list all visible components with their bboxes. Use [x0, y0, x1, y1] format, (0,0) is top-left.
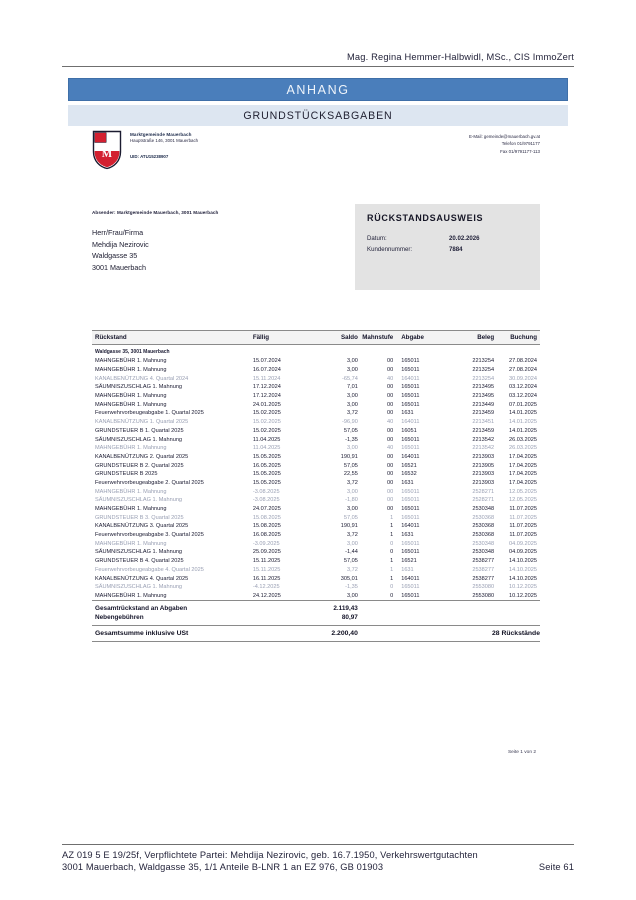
column-header-saldo: Saldo — [310, 331, 357, 345]
cell-mahnstufe: 1 — [390, 566, 394, 573]
cell-beleg: 2213254 — [472, 375, 495, 382]
letter-page-marker: Seite 1 von 2 — [507, 750, 536, 756]
cell-mahnstufe: 0 — [390, 549, 394, 556]
table-row — [92, 427, 540, 436]
summary-arrears-value: 2.119,43 — [310, 601, 357, 614]
cell-abgabe: 16051 — [401, 427, 417, 434]
table-row — [92, 539, 540, 548]
cell-faellig: -3.08.2025 — [252, 497, 280, 504]
cell-buchung: 03.12.2024 — [509, 393, 537, 400]
table-row — [92, 574, 540, 583]
cell-rueckstand: KANALBENÜTZUNG 2. Quartal 2025 — [95, 453, 189, 460]
cell-saldo: -1,44 — [345, 549, 358, 556]
municipal-crest-icon — [92, 130, 122, 170]
cell-mahnstufe: 0 — [390, 584, 394, 591]
cell-buchung: 04.09.2025 — [509, 549, 537, 556]
cell-rueckstand: MAHNGEBÜHR 1. Mahnung — [95, 393, 167, 400]
cell-saldo: -1,35 — [345, 584, 358, 591]
cell-mahnstufe: 1 — [390, 532, 394, 539]
footer-property-line — [62, 860, 574, 872]
cell-faellig: -3.08.2025 — [252, 488, 280, 495]
letterhead-contact-block — [469, 130, 540, 155]
arrears-table — [92, 330, 540, 642]
cell-buchung: 27.08.2024 — [509, 358, 537, 365]
column-header-abgabe: Abgabe — [401, 331, 453, 345]
cell-rueckstand: KANALBENÜTZUNG 3. Quartal 2025 — [95, 523, 189, 530]
letterhead-email: E-Mail: gemeinde@mauerbach.gv.at — [469, 134, 540, 139]
cell-abgabe: 164011 — [401, 453, 420, 460]
summary-row-arrears — [92, 601, 540, 614]
cell-mahnstufe: 00 — [386, 436, 394, 443]
cell-buchung: 11.07.2025 — [509, 523, 537, 530]
recipient-street: Waldgasse 35 — [92, 251, 138, 261]
column-header-beleg: Beleg — [453, 331, 494, 345]
table-row — [92, 392, 540, 401]
cell-abgabe: 165011 — [401, 514, 420, 521]
cell-rueckstand: MAHNGEBÜHR 1. Mahnung — [95, 367, 167, 374]
summary-total-label: Gesamtsumme inklusive USt — [92, 626, 253, 642]
svg-text:M: M — [101, 148, 113, 160]
cell-abgabe: 165011 — [401, 445, 420, 452]
cell-beleg: 2213495 — [472, 384, 495, 391]
cell-faellig: 11.04.2025 — [252, 436, 281, 443]
cell-saldo: 57,05 — [343, 558, 358, 565]
section-band-subtitle-label: GRUNDSTÜCKSABGABEN — [243, 109, 393, 122]
cell-saldo: 190,91 — [340, 453, 358, 460]
cell-buchung: 10.12.2025 — [509, 592, 537, 599]
cell-beleg: 2530348 — [472, 549, 495, 556]
cell-faellig: 16.07.2024 — [252, 367, 281, 374]
cell-beleg: 2213459 — [472, 427, 495, 434]
statement-date-value: 20.02.2026 — [449, 235, 480, 242]
cell-rueckstand: Feuerwehrvorbeugeabgabe 1. Quartal 2025 — [95, 410, 204, 417]
cell-rueckstand: MAHNGEBÜHR 1. Mahnung — [95, 592, 167, 599]
table-row — [92, 522, 540, 531]
table-header-row — [92, 331, 540, 345]
cell-saldo: 57,05 — [343, 462, 358, 469]
footer-property-text: 3001 Mauerbach, Waldgasse 35, 1/1 Anteile B-LNR 1 an EZ 976, GB 01903 — [62, 862, 384, 872]
section-band-anhang — [68, 78, 568, 101]
cell-abgabe: 165011 — [401, 488, 420, 495]
letterhead-address: Hauptstraße 146, 3001 Mauerbach — [130, 138, 199, 144]
statement-title: RÜCKSTANDSAUSWEIS — [367, 213, 484, 223]
cell-buchung: 14.10.2025 — [509, 558, 537, 565]
cell-saldo: 3,00 — [346, 488, 358, 495]
letterhead — [92, 130, 540, 178]
cell-buchung: 14.01.2025 — [509, 410, 537, 417]
cell-buchung: 17.04.2025 — [509, 453, 537, 460]
cell-buchung: 12.05.2025 — [509, 488, 537, 495]
table-row — [92, 374, 540, 383]
summary-total-value: 2.200,40 — [310, 626, 357, 642]
cell-rueckstand: GRUNDSTEUER B 2025 — [95, 471, 158, 478]
table-row — [92, 409, 540, 418]
cell-mahnstufe: 00 — [386, 367, 394, 374]
cell-buchung: 26.03.2025 — [509, 436, 537, 443]
summary-fees-label: Nebengebühren — [95, 614, 144, 622]
report-footer — [62, 844, 574, 872]
cell-mahnstufe: 00 — [386, 384, 394, 391]
appraiser-name: Mag. Regina Hemmer-Halbwidl, MSc., CIS ImmoZert — [347, 52, 574, 62]
cell-saldo: 3,00 — [346, 358, 358, 365]
cell-faellig: 15.05.2025 — [252, 471, 281, 478]
sender-line: Absender: Marktgemeinde Mauerbach, 3001 Mauerbach — [92, 210, 219, 215]
summary-fees-value: 80,97 — [341, 614, 358, 622]
arrears-table-foot — [92, 601, 540, 642]
cell-faellig: -3.09.2025 — [252, 540, 280, 547]
cell-abgabe: 1631 — [401, 410, 414, 417]
cell-saldo: 57,05 — [343, 427, 358, 434]
cell-beleg: 2213459 — [472, 410, 495, 417]
cell-buchung: 04.09.2025 — [509, 540, 537, 547]
table-row — [92, 366, 540, 375]
cell-beleg: 2530348 — [472, 540, 495, 547]
cell-rueckstand: GRUNDSTEUER B 1. Quartal 2025 — [95, 427, 184, 434]
cell-buchung: 17.04.2025 — [509, 462, 537, 469]
cell-saldo: -96,90 — [341, 419, 358, 426]
summary-count: 28 Rückstände — [453, 626, 540, 642]
cell-rueckstand: Feuerwehrvorbeugeabgabe 2. Quartal 2025 — [95, 479, 204, 486]
cell-abgabe: 165011 — [401, 384, 420, 391]
table-row — [92, 531, 540, 540]
table-row — [92, 444, 540, 453]
cell-mahnstufe: 00 — [386, 393, 394, 400]
recipient-salutation: Herr/Frau/Firma — [92, 228, 144, 237]
cell-faellig: 16.08.2025 — [252, 532, 281, 539]
cell-abgabe: 165011 — [401, 393, 420, 400]
cell-beleg: 2213449 — [472, 401, 495, 408]
cell-mahnstufe: 00 — [386, 479, 394, 486]
summary-arrears-label: Gesamtrückstand an Abgaben — [92, 601, 253, 614]
table-row — [92, 461, 540, 470]
cell-faellig: 16.05.2025 — [252, 462, 281, 469]
table-row — [92, 479, 540, 488]
cell-saldo: -1,80 — [345, 497, 358, 504]
cell-buchung: 14.10.2025 — [509, 566, 537, 573]
table-row — [92, 505, 540, 514]
cell-saldo: 3,72 — [346, 479, 358, 486]
cell-mahnstufe: 00 — [386, 462, 394, 469]
cell-rueckstand: KANALBENÜTZUNG 1. Quartal 2025 — [95, 419, 189, 426]
cell-beleg: 2213542 — [472, 436, 495, 443]
cell-faellig: 15.02.2025 — [252, 410, 281, 417]
table-row — [92, 400, 540, 409]
cell-mahnstufe: 1 — [390, 575, 394, 582]
cell-buchung: 14.01.2025 — [509, 427, 537, 434]
cell-rueckstand: Feuerwehrvorbeugeabgabe 4. Quartal 2025 — [95, 566, 204, 573]
cell-mahnstufe: 00 — [386, 453, 394, 460]
cell-buchung: 27.08.2024 — [509, 367, 537, 374]
statement-date-row — [367, 234, 528, 245]
table-row — [92, 592, 540, 601]
letterhead-org-block — [130, 130, 461, 159]
footer-case-line: AZ 019 5 E 19/25f, Verpflichtete Partei: Mehdija Nezirovic, geb. 16.7.1950, Verkehrswertgutachten — [62, 850, 478, 860]
cell-beleg: 2213254 — [472, 367, 495, 374]
cell-buchung: 03.12.2024 — [509, 384, 537, 391]
cell-faellig: 15.08.2025 — [252, 514, 281, 521]
cell-faellig: 24.07.2025 — [252, 506, 281, 513]
cell-rueckstand: MAHNGEBÜHR 1. Mahnung — [95, 506, 167, 513]
cell-abgabe: 16532 — [401, 471, 417, 478]
cell-faellig: 15.05.2025 — [252, 479, 281, 486]
table-row — [92, 557, 540, 566]
cell-abgabe: 1631 — [401, 566, 414, 573]
statement-date-label: Datum: — [367, 235, 387, 242]
cell-faellig: 17.12.2024 — [252, 393, 281, 400]
cell-beleg: 2213254 — [472, 358, 495, 365]
cell-beleg: 2213905 — [472, 462, 495, 469]
section-band-subtitle — [68, 105, 568, 126]
cell-buchung: 10.12.2025 — [509, 584, 537, 591]
cell-abgabe: 165011 — [401, 506, 420, 513]
cell-mahnstufe: 00 — [386, 401, 394, 408]
table-row — [92, 487, 540, 496]
address-zone — [92, 210, 540, 306]
letterhead-phone: Telefon 01/9791177 — [501, 141, 540, 147]
cell-mahnstufe: 40 — [386, 375, 394, 382]
table-row — [92, 435, 540, 444]
cell-abgabe: 165011 — [401, 584, 420, 591]
cell-saldo: 3,00 — [346, 592, 358, 599]
cell-mahnstufe: 00 — [386, 471, 394, 478]
column-header-mahnstufe: Mahnstufe — [358, 331, 401, 345]
column-header-buchung: Buchung — [494, 331, 540, 345]
cell-abgabe: 165011 — [401, 436, 420, 443]
table-row — [92, 513, 540, 522]
table-row — [92, 470, 540, 479]
cell-saldo: 3,00 — [346, 367, 358, 374]
cell-saldo: -1,35 — [345, 436, 358, 443]
cell-faellig: 25.09.2025 — [252, 549, 281, 556]
cell-abgabe: 16521 — [401, 558, 417, 565]
recipient-name: Mehdija Nezirovic — [92, 239, 149, 249]
cell-abgabe: 16521 — [401, 462, 417, 469]
cell-abgabe: 165011 — [401, 540, 420, 547]
table-row — [92, 418, 540, 427]
cell-abgabe: 164011 — [401, 523, 420, 530]
cell-abgabe: 165011 — [401, 401, 420, 408]
table-row — [92, 496, 540, 505]
cell-saldo: 3,00 — [346, 393, 358, 400]
table-row — [92, 566, 540, 575]
cell-mahnstufe: 0 — [390, 592, 394, 599]
cell-buchung: 11.07.2025 — [509, 532, 537, 539]
cell-rueckstand: MAHNGEBÜHR 1. Mahnung — [95, 488, 167, 495]
cell-saldo: -65,74 — [341, 375, 358, 382]
cell-abgabe: 165011 — [401, 549, 420, 556]
cell-rueckstand: SÄUMNISZUSCHLAG 1. Mahnung — [95, 584, 183, 591]
cell-beleg: 2553080 — [472, 584, 495, 591]
cell-mahnstufe: 0 — [390, 540, 394, 547]
cell-mahnstufe: 00 — [386, 488, 394, 495]
cell-faellig: 17.12.2024 — [252, 384, 281, 391]
cell-abgabe: 165011 — [401, 592, 420, 599]
cell-beleg: 2213903 — [472, 479, 495, 486]
cell-saldo: 190,91 — [340, 523, 358, 530]
table-group-row — [92, 345, 540, 358]
cell-saldo: 7,01 — [346, 384, 358, 391]
cell-faellig: 24.01.2025 — [252, 401, 281, 408]
summary-row-total — [92, 626, 540, 642]
cell-abgabe: 165011 — [401, 497, 420, 504]
cell-mahnstufe: 00 — [386, 358, 394, 365]
cell-buchung: 17.04.2025 — [509, 471, 537, 478]
column-header-rueckstand: Rückstand — [92, 331, 253, 345]
cell-saldo: 3,72 — [346, 566, 358, 573]
cell-beleg: 2213903 — [472, 453, 495, 460]
cell-saldo: 3,00 — [346, 401, 358, 408]
cell-saldo: 3,72 — [346, 532, 358, 539]
cell-mahnstufe: 40 — [386, 445, 394, 452]
cell-beleg: 2530368 — [472, 514, 495, 521]
cell-beleg: 2528271 — [472, 497, 495, 504]
table-row — [92, 548, 540, 557]
table-row — [92, 357, 540, 366]
arrears-table-wrapper — [92, 330, 540, 755]
cell-mahnstufe: 1 — [390, 523, 394, 530]
column-header-faellig: Fällig — [253, 331, 311, 345]
cell-beleg: 2528271 — [472, 488, 495, 495]
cell-beleg: 2213903 — [472, 471, 495, 478]
cell-beleg: 2538277 — [472, 575, 495, 582]
cell-rueckstand: MAHNGEBÜHR 1. Mahnung — [95, 358, 167, 365]
cell-buchung: 14.10.2025 — [509, 575, 537, 582]
cell-beleg: 2530368 — [472, 532, 495, 539]
table-row — [92, 453, 540, 462]
cell-abgabe: 1631 — [401, 479, 414, 486]
cell-faellig: 16.11.2025 — [252, 575, 281, 582]
cell-mahnstufe: 1 — [390, 514, 394, 521]
cell-faellig: 15.08.2025 — [252, 523, 281, 530]
cell-beleg: 2538277 — [472, 566, 495, 573]
cell-rueckstand: SÄUMNISZUSCHLAG 1. Mahnung — [95, 384, 183, 391]
table-row — [92, 583, 540, 592]
cell-faellig: 15.05.2025 — [252, 453, 281, 460]
cell-rueckstand: GRUNDSTEUER B 3. Quartal 2025 — [95, 514, 184, 521]
table-row — [92, 383, 540, 392]
cell-saldo: 57,05 — [343, 514, 358, 521]
cell-saldo: 3,00 — [346, 506, 358, 513]
cell-rueckstand: SÄUMNISZUSCHLAG 1. Mahnung — [95, 497, 183, 504]
statement-info-box — [355, 204, 540, 290]
cell-faellig: 15.11.2024 — [252, 375, 281, 382]
cell-buchung: 14.01.2025 — [509, 419, 537, 426]
cell-abgabe: 165011 — [401, 358, 420, 365]
cell-mahnstufe: 00 — [386, 427, 394, 434]
cell-faellig: 24.12.2025 — [252, 592, 281, 599]
cell-mahnstufe: 40 — [386, 419, 394, 426]
cell-abgabe: 165011 — [401, 367, 420, 374]
cell-rueckstand: SÄUMNISZUSCHLAG 1. Mahnung — [95, 549, 183, 556]
footer-page-number: Seite 61 — [538, 862, 574, 872]
cell-mahnstufe: 00 — [386, 506, 394, 513]
statement-customer-value: 7884 — [449, 245, 463, 253]
cell-faellig: 15.02.2025 — [252, 427, 281, 434]
summary-row-fees — [92, 613, 540, 626]
cell-buchung: 26.03.2025 — [509, 445, 537, 452]
cell-buchung: 17.04.2025 — [509, 479, 537, 486]
cell-rueckstand: Feuerwehrvorbeugeabgabe 3. Quartal 2025 — [95, 532, 204, 539]
cell-faellig: 15.07.2024 — [252, 358, 281, 365]
cell-faellig: 15.02.2025 — [252, 419, 281, 426]
cell-faellig: 11.04.2025 — [252, 445, 281, 452]
cell-mahnstufe: 00 — [386, 497, 394, 504]
statement-customer-row — [367, 245, 528, 256]
recipient-city: 3001 Mauerbach — [92, 262, 146, 272]
cell-beleg: 2538277 — [472, 558, 495, 565]
cell-rueckstand: MAHNGEBÜHR 1. Mahnung — [95, 540, 167, 547]
cell-abgabe: 164011 — [401, 575, 420, 582]
report-header — [62, 52, 574, 67]
cell-buchung: 12.05.2025 — [509, 497, 537, 504]
cell-beleg: 2213542 — [472, 445, 495, 452]
cell-beleg: 2213451 — [472, 419, 495, 426]
cell-faellig: 15.11.2025 — [252, 566, 281, 573]
cell-saldo: 3,00 — [346, 540, 358, 547]
section-band-anhang-label: ANHANG — [286, 82, 350, 97]
cell-rueckstand: MAHNGEBÜHR 1. Mahnung — [95, 401, 167, 408]
cell-rueckstand: KANALBENÜTZUNG 4. Quartal 2025 — [95, 575, 189, 582]
cell-mahnstufe: 00 — [386, 410, 394, 417]
cell-mahnstufe: 1 — [390, 558, 394, 565]
cell-buchung: 11.07.2025 — [509, 506, 537, 513]
cell-saldo: 3,72 — [346, 410, 358, 417]
cell-beleg: 2530348 — [472, 506, 495, 513]
table-group-label: Waldgasse 35, 3001 Mauerbach — [95, 349, 170, 355]
cell-abgabe: 164011 — [401, 419, 420, 426]
cell-buchung: 07.01.2025 — [509, 401, 537, 408]
statement-customer-label: Kundennummer: — [367, 245, 413, 253]
arrears-table-head — [92, 331, 540, 345]
cell-saldo: 22,55 — [343, 471, 358, 478]
arrears-table-body — [92, 345, 540, 601]
cell-abgabe: 1631 — [401, 532, 414, 539]
cell-rueckstand: MAHNGEBÜHR 1. Mahnung — [95, 445, 167, 452]
letterhead-uid: UID: ATU15238907 — [130, 153, 169, 159]
cell-saldo: 3,00 — [346, 445, 358, 452]
cell-buchung: 11.07.2025 — [509, 514, 537, 521]
letterhead-org: Marktgemeinde Mauerbach — [130, 132, 192, 137]
cell-beleg: 2213495 — [472, 393, 495, 400]
cell-faellig: 15.11.2025 — [252, 558, 281, 565]
letterhead-fax: Fax 01/9791177-113 — [500, 148, 540, 154]
cell-rueckstand: GRUNDSTEUER B 4. Quartal 2025 — [95, 558, 184, 565]
cell-faellig: -4.12.2025 — [252, 584, 280, 591]
cell-buchung: 30.09.2024 — [509, 375, 537, 382]
embedded-letter — [92, 130, 540, 755]
cell-rueckstand: SÄUMNISZUSCHLAG 1. Mahnung — [95, 436, 183, 443]
cell-rueckstand: KANALBENÜTZUNG 4. Quartal 2024 — [95, 375, 189, 382]
header-divider — [62, 66, 574, 67]
cell-rueckstand: GRUNDSTEUER B 2. Quartal 2025 — [95, 462, 184, 469]
cell-abgabe: 164011 — [401, 375, 420, 382]
cell-saldo: 305,01 — [340, 575, 358, 582]
cell-beleg: 2530368 — [472, 523, 495, 530]
cell-beleg: 2553080 — [472, 592, 495, 599]
